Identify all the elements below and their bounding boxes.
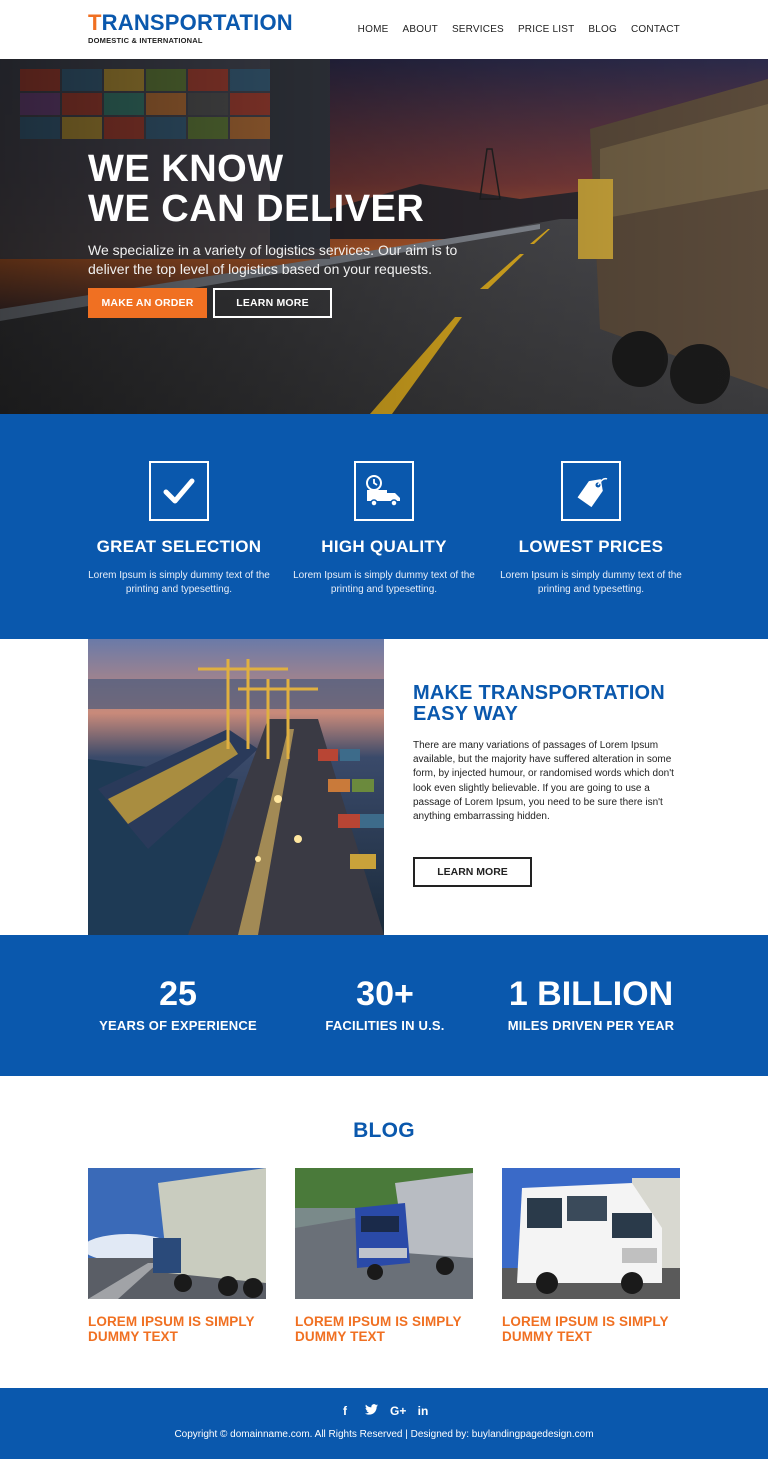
blog-post-3[interactable] (502, 1168, 680, 1344)
logo[interactable] (88, 11, 293, 45)
feature-high-quality (289, 461, 479, 597)
logo-title (88, 11, 293, 35)
stat-label: YEARS OF EXPERIENCE (99, 1018, 257, 1033)
about-text-block (413, 683, 683, 824)
social-links (0, 1404, 768, 1418)
about-learn-more-button[interactable]: LEARN MORE (413, 857, 532, 887)
checkmark-icon (149, 461, 209, 521)
nav-price-list[interactable]: PRICE LIST (517, 24, 575, 35)
nav-home[interactable]: HOME (357, 24, 389, 35)
stat-label: MILES DRIVEN PER YEAR (507, 1018, 675, 1033)
stats-section (0, 935, 768, 1076)
feature-text: Lorem Ipsum is simply dummy text of the printing and typesetting. (500, 570, 682, 595)
twitter-icon[interactable] (364, 1404, 378, 1418)
price-tag-icon (561, 461, 621, 521)
facebook-icon[interactable]: f (343, 1404, 347, 1418)
nav-blog[interactable]: BLOG (588, 24, 617, 35)
google-plus-icon[interactable]: G+ (390, 1404, 407, 1418)
stat-label: FACILITIES IN U.S. (325, 1018, 445, 1033)
feature-text: Lorem Ipsum is simply dummy text of the printing and typesetting. (88, 570, 270, 595)
stat-number: 25 (159, 975, 197, 1013)
blog-post-1[interactable] (88, 1168, 266, 1344)
hero-heading (88, 149, 488, 229)
blog-post-image[interactable] (295, 1168, 473, 1299)
hero-learn-more-button[interactable]: LEARN MORE (213, 288, 332, 318)
blog-heading: BLOG (353, 1119, 415, 1142)
blog-post-2[interactable] (295, 1168, 473, 1344)
make-an-order-button[interactable]: MAKE AN ORDER (88, 288, 207, 318)
delivery-truck-clock-icon (354, 461, 414, 521)
feature-lowest-prices (496, 461, 686, 597)
hero-text-block (88, 149, 488, 279)
blog-post-image[interactable] (502, 1168, 680, 1299)
about-description: There are many variations of passages of Lorem Ipsum available, but the majority have suffered alteration in some form, by injected humour, or randomised words which don't look even slightly believable. If you are going to use a passage of Lorem Ipsum, you need to be sure there isn't anything embarrassing hidden. (413, 740, 674, 823)
stat-miles (491, 975, 691, 1033)
feature-title: HIGH QUALITY (321, 537, 447, 556)
main-nav (358, 24, 680, 35)
hero-heading-line-1: WE KNOW (88, 148, 284, 190)
logo-first-letter: T (88, 10, 102, 35)
site-header (0, 0, 768, 59)
copyright-text: Copyright © domainname.com. All Rights Reserved | Designed by: buylandingpagedesign.com (174, 1429, 594, 1440)
blog-post-title[interactable]: LOREM IPSUM IS SIMPLY DUMMY TEXT (295, 1314, 462, 1344)
blog-post-image[interactable] (88, 1168, 266, 1299)
hero-section (0, 59, 768, 414)
hero-description: We specialize in a variety of logistics services. Our aim is to deliver the top level of logistics based on your requests. (88, 242, 458, 277)
stat-years (78, 975, 278, 1033)
features-section (0, 414, 768, 639)
port-cranes-image (88, 639, 384, 935)
hero-buttons (88, 288, 332, 318)
stat-number: 30+ (356, 975, 414, 1013)
blog-post-title[interactable]: LOREM IPSUM IS SIMPLY DUMMY TEXT (88, 1314, 255, 1344)
feature-text: Lorem Ipsum is simply dummy text of the printing and typesetting. (293, 570, 475, 595)
feature-title: LOWEST PRICES (518, 537, 664, 556)
site-footer (0, 1388, 768, 1459)
nav-contact[interactable]: CONTACT (631, 24, 680, 35)
feature-title: GREAT SELECTION (96, 537, 262, 556)
nav-services[interactable]: SERVICES (451, 24, 504, 35)
feature-great-selection (84, 461, 274, 597)
about-title: MAKE TRANSPORTATION EASY WAY (413, 682, 665, 725)
nav-about[interactable]: ABOUT (402, 24, 438, 35)
stat-facilities (285, 975, 485, 1033)
hero-heading-line-2: WE CAN DELIVER (88, 188, 425, 230)
linkedin-icon[interactable]: in (417, 1404, 429, 1418)
logo-subtitle: DOMESTIC & INTERNATIONAL (88, 36, 203, 45)
blog-post-title[interactable]: LOREM IPSUM IS SIMPLY DUMMY TEXT (502, 1314, 669, 1344)
logo-title-rest: RANSPORTATION (101, 10, 293, 35)
stat-number: 1 BILLION (508, 975, 674, 1013)
